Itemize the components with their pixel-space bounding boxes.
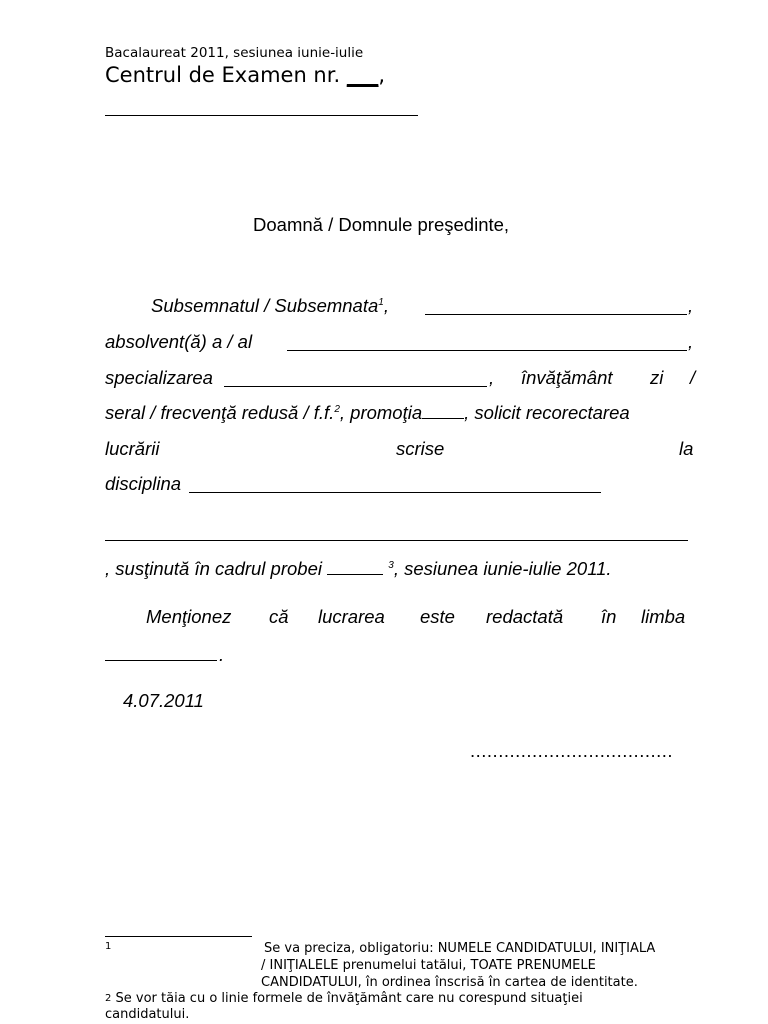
line4-b: , promoţia bbox=[339, 402, 423, 423]
mention-w0: Menţionez bbox=[146, 606, 232, 627]
fn1-mark: 1 bbox=[105, 941, 112, 952]
line3-word3: învăţământ bbox=[521, 367, 613, 388]
line5-word2: scrise bbox=[396, 438, 445, 459]
line3-word1: specializarea bbox=[105, 367, 213, 388]
line1-text: Subsemnatul / Subsemnata bbox=[151, 295, 379, 316]
discipline-blank-continued bbox=[105, 540, 688, 541]
fn2-mark: 2 bbox=[105, 993, 112, 1004]
line4-c: , solicit recorectarea bbox=[464, 402, 630, 423]
fn1-line1: Se va preciza, obligatoriu: NUMELE CANDIDATULUI, INIŢIALA bbox=[264, 941, 656, 956]
line3-word5: / bbox=[690, 367, 696, 388]
fn1-line3: CANDIDATULUI, în ordinea înscrisă în cartea de identitate. bbox=[261, 975, 638, 990]
exam-center-prefix: Centrul de Examen nr. bbox=[105, 63, 347, 87]
session-line: Bacalaureat 2011, sesiunea iunie-iulie bbox=[105, 45, 364, 61]
mention-w5: în bbox=[601, 606, 617, 627]
salutation: Doamnă / Domnule preşedinte, bbox=[253, 214, 510, 235]
signature-dots: .................................... bbox=[470, 740, 674, 761]
promotion-blank bbox=[422, 417, 464, 419]
mention-w4: redactată bbox=[486, 606, 564, 627]
line5-word1: lucrării bbox=[105, 438, 160, 459]
mention-w1: că bbox=[269, 606, 289, 627]
exam-blank bbox=[327, 573, 383, 575]
exam-center-name-blank bbox=[105, 115, 418, 116]
exam-center-blank: ___ bbox=[346, 63, 379, 87]
mention-end: . bbox=[219, 644, 225, 665]
line3-word4: zi bbox=[650, 367, 664, 388]
fn2-line1: Se vor tăia cu o linie formele de învăţământ care nu corespund situaţiei bbox=[115, 991, 583, 1006]
line-8 bbox=[105, 558, 612, 580]
fn1-line2: / INIŢIALELE prenumelui tatălui, TOATE PRENUMELE bbox=[261, 958, 596, 973]
line-4 bbox=[105, 402, 630, 424]
line8-sup: 3 bbox=[388, 559, 394, 571]
line4-sup: 2 bbox=[334, 403, 340, 415]
line6-text: disciplina bbox=[105, 473, 182, 494]
line5-word3: la bbox=[679, 438, 694, 459]
specialization-blank bbox=[224, 386, 487, 387]
fn2 bbox=[105, 990, 583, 1007]
mention-w6: limba bbox=[641, 606, 686, 627]
discipline-blank bbox=[189, 492, 601, 493]
line2-text: absolvent(ă) a / al bbox=[105, 331, 253, 352]
mention-w3: este bbox=[420, 606, 455, 627]
footnote-separator bbox=[105, 936, 252, 937]
exam-center-suffix: , bbox=[378, 63, 385, 87]
fn2-line2: candidatului. bbox=[105, 1007, 190, 1022]
language-blank bbox=[105, 660, 217, 661]
exam-center-line bbox=[105, 63, 385, 87]
line4-a: seral / frecvenţă redusă / f.f. bbox=[105, 402, 335, 423]
school-blank bbox=[287, 350, 687, 351]
line1-sep: , bbox=[383, 295, 389, 316]
line8-b: , sesiunea iunie-iulie 2011. bbox=[393, 558, 612, 579]
date: 4.07.2011 bbox=[123, 690, 204, 711]
mention-w2: lucrarea bbox=[318, 606, 385, 627]
name-blank bbox=[425, 314, 687, 315]
line-1 bbox=[151, 295, 389, 317]
line2-end: , bbox=[688, 331, 694, 352]
line8-a: , susţinută în cadrul probei bbox=[105, 558, 328, 579]
line1-end: , bbox=[688, 295, 694, 316]
line3-word2: , bbox=[489, 367, 495, 388]
line1-sup: 1 bbox=[378, 296, 384, 308]
